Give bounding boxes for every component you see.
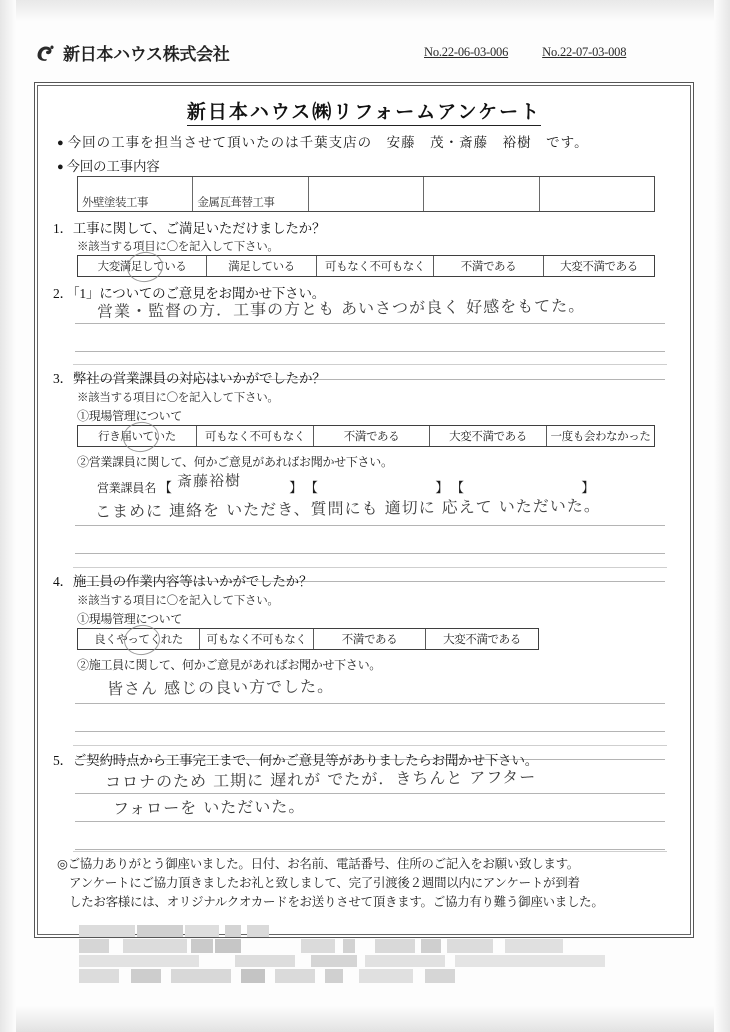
section-divider [73, 851, 667, 852]
q1-option-3[interactable] [434, 256, 544, 276]
q1-option-2-label: 可もなく不可もなく [325, 261, 425, 273]
answer-rule [75, 821, 665, 822]
question-1-note: ※該当する項目に〇を記入して下さい。 [77, 241, 279, 253]
personal-info-redacted-block [75, 923, 675, 985]
work-content-cell[interactable] [78, 177, 193, 211]
q1-option-1-label: 満足している [228, 261, 295, 273]
q1-option-4[interactable] [544, 256, 654, 276]
answer-rule [75, 351, 665, 352]
q4-option-1[interactable] [200, 629, 314, 649]
question-3-answer[interactable]: こまめに 連絡を いただき、質問にも 適切に 応えて いただいた。 [94, 495, 601, 522]
q1-option-1[interactable] [207, 256, 317, 276]
question-4-text: 4．施工員の作業内容等はいかがでしたか？ [53, 574, 313, 589]
q4-option-3-label: 大変不満である [443, 634, 521, 646]
work-content-cell[interactable] [540, 177, 654, 211]
document-number-2: No.22-07-03-008 [542, 45, 627, 59]
scan-edge-left [0, 0, 16, 1032]
q4-option-0-label: 良くやってくれた [94, 634, 183, 646]
section-divider [73, 745, 667, 746]
question-5-text: 5．ご契約時点から工事完工まで、何かご意見等がありましたらお聞かせ下さい。 [53, 753, 539, 768]
question-1-rating-table [77, 255, 655, 277]
bracket-open-3: 【 [450, 480, 464, 495]
sales-staff-name-label: 営業課員名 [97, 481, 157, 495]
q4-option-2-label: 不満である [341, 634, 398, 646]
bracket-open-1: 【 [158, 480, 172, 495]
question-3-subhead: ①現場管理について [77, 409, 183, 423]
question-5-answer-line-2[interactable]: フォローを いただいた。 [112, 796, 306, 819]
question-3-text: 3．弊社の営業課員の対応はいかがでしたか？ [53, 371, 326, 386]
bracket-close-2: 】 [435, 480, 449, 495]
q3-option-4-label: 一度も会わなかった [550, 431, 651, 443]
q3-option-1-label: 可もなく不可もなく [205, 431, 305, 443]
q3-option-3-label: 大変不満である [449, 431, 527, 443]
answer-rule [75, 525, 665, 526]
bracket-close-3: 】 [581, 480, 595, 495]
page-title [35, 97, 693, 124]
footer-line-2: アンケートにご協力頂きましたお礼と致しまして、完了引渡後２週間以内にアンケートが到着 [69, 875, 580, 890]
charge-staff-line: ● 今回の工事を担当させて頂いたのは千葉支店の 安藤 茂・斎藤 裕樹 です。 [57, 131, 589, 151]
question-4-note: ※該当する項目に〇を記入して下さい。 [77, 595, 279, 607]
question-4-sub2: ②施工員に関して、何かご意見があればお聞かせ下さい。 [77, 658, 381, 672]
footer-line-1: ◎ご協力ありがとう御座いました。日付、お名前、電話番号、住所のご記入をお願い致します。 [57, 857, 580, 871]
answer-rule [75, 793, 665, 794]
q1-option-2[interactable] [317, 256, 434, 276]
footer-note [57, 855, 673, 911]
answer-rule [75, 553, 665, 554]
work-content-value: 外壁塗装工事 [82, 197, 148, 209]
q3-option-4[interactable] [547, 426, 654, 446]
answer-rule [75, 849, 665, 850]
company-name: 新日本ハウス株式会社 [63, 45, 230, 65]
work-content-cell[interactable] [424, 177, 539, 211]
section-divider [73, 567, 667, 568]
question-3-rating-table [77, 425, 655, 447]
scan-edge-bottom [0, 1006, 730, 1032]
q3-option-2[interactable] [314, 426, 430, 446]
survey-form-frame [34, 82, 694, 938]
scan-edge-top [0, 0, 730, 22]
question-2-answer[interactable]: 営業・監督の方．工事の方とも あいさつが良く 好感をもてた。 [96, 296, 586, 321]
q1-option-0-label: 大変満足している [97, 261, 187, 273]
sales-staff-name-value[interactable]: 斎藤裕樹 [176, 471, 242, 491]
question-1-text: 1．工事に関して、ご満足いただけましたか？ [53, 221, 326, 236]
question-4-rating-table [77, 628, 539, 650]
q3-option-0-label: 行き届いていた [98, 431, 176, 443]
q4-option-0[interactable] [78, 629, 200, 649]
company-logo [34, 40, 230, 65]
answer-rule [75, 703, 665, 704]
work-content-value: 金属瓦葺替工事 [197, 197, 275, 209]
q3-option-0[interactable] [78, 426, 197, 446]
q3-option-2-label: 不満である [343, 431, 400, 443]
q1-option-0[interactable] [78, 256, 207, 276]
work-content-table [77, 176, 655, 212]
q3-option-3[interactable] [430, 426, 547, 446]
answer-rule [75, 731, 665, 732]
question-5-answer-line-1[interactable]: コロナのため 工期に 遅れが でたが．きちんと アフター [104, 767, 537, 792]
q1-option-3-label: 不満である [460, 261, 517, 273]
work-content-cell[interactable] [309, 177, 424, 211]
bracket-close-1: 】 [289, 480, 303, 495]
question-3-sub2: ②営業課員に関して、何かご意見があればお聞かせ下さい。 [77, 455, 393, 469]
question-2-text: 2．「1」についてのご意見をお聞かせ下さい。 [53, 286, 326, 301]
question-4-answer[interactable]: 皆さん 感じの良い方でした。 [106, 676, 335, 699]
q3-option-1[interactable] [197, 426, 314, 446]
q4-option-3[interactable] [426, 629, 538, 649]
footer-line-3: したお客様には、オリジナルクオカードをお送りさせて頂きます。ご協力有り難う御座いました。 [69, 894, 604, 909]
q4-option-2[interactable] [314, 629, 426, 649]
question-4-subhead: ①現場管理について [77, 612, 183, 626]
answer-rule [75, 323, 665, 324]
scan-edge-right [714, 0, 730, 1032]
q1-option-4-label: 大変不満である [560, 261, 638, 273]
q4-option-1-label: 可もなく不可もなく [206, 634, 307, 646]
company-swirl-logo-icon [34, 41, 58, 65]
letterhead [34, 40, 696, 70]
work-content-cell[interactable] [193, 177, 308, 211]
page-title-text: 新日本ハウス㈱リフォームアンケート [187, 102, 541, 126]
question-3-note: ※該当する項目に〇を記入して下さい。 [77, 392, 279, 404]
document-numbers [424, 45, 626, 60]
section-divider [73, 364, 667, 365]
document-number-1: No.22-06-03-006 [424, 45, 509, 59]
work-content-label: ● 今回の工事内容 [57, 155, 160, 175]
bracket-open-2: 【 [304, 480, 318, 495]
